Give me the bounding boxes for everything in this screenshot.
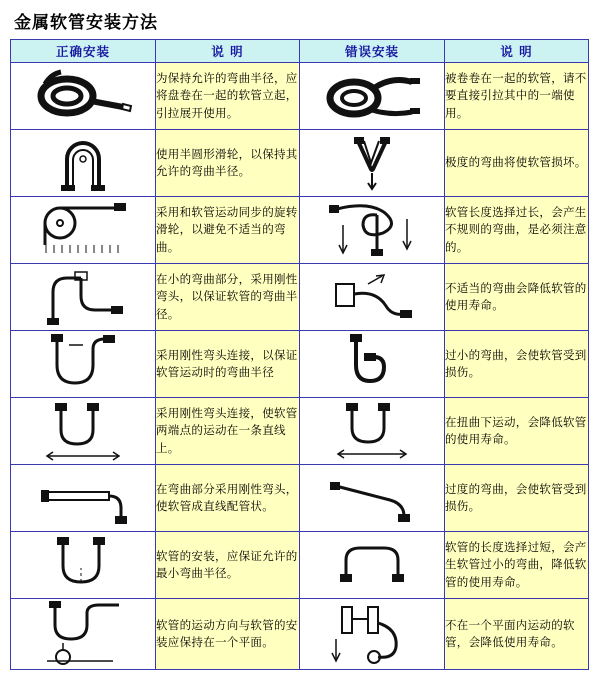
rigid-elbow-u-loop-icon [23, 331, 143, 397]
figure-wrong-twisted-hose-motion [300, 398, 445, 465]
figure-correct-rigid-elbow-u-loop [11, 331, 156, 398]
figure-wrong-short-length-bend [300, 532, 445, 599]
straight-piping-elbow-icon [23, 470, 143, 526]
rigid-elbow-small-bend-icon [23, 266, 143, 328]
header-correct-install: 正确安装 [11, 40, 156, 63]
desc-correct: 采用和软管运动同步的旋转滑轮，以避免不适当的弯曲。 [156, 197, 300, 264]
desc-wrong: 在扭曲下运动，会降低软管的使用寿命。 [445, 398, 589, 465]
desc-correct: 采用刚性弯头连接，使软管两端点的运动在一条直线上。 [156, 398, 300, 465]
desc-wrong: 不在一个平面内运动的软管，会降低使用寿命。 [445, 599, 589, 670]
table-row [11, 331, 589, 398]
same-plane-motion-icon [23, 599, 143, 669]
table-row [11, 130, 589, 197]
desc-correct: 使用半圆形滑轮，以保持其允许的弯曲半径。 [156, 130, 300, 197]
desc-wrong: 过度的弯曲，会使软管受到损伤。 [445, 465, 589, 532]
figure-wrong-improper-bend [300, 264, 445, 331]
desc-correct: 软管的安装，应保证允许的最小弯曲半径。 [156, 532, 300, 599]
semicircular-pulley-icon [23, 133, 143, 193]
desc-wrong: 极度的弯曲将使软管损坏。 [445, 130, 589, 197]
short-length-bend-icon [312, 534, 432, 596]
sharp-bend-hose-icon [312, 133, 432, 193]
table-row [11, 264, 589, 331]
header-wrong-desc: 说 明 [445, 40, 589, 63]
desc-wrong: 被卷卷在一起的软管，请不要直接引拉其中的一端使用。 [445, 63, 589, 130]
desc-correct: 软管的运动方向与软管的安装应保持在一个平面。 [156, 599, 300, 670]
figure-wrong-excessive-bend [300, 465, 445, 532]
long-loose-hose-icon [307, 199, 437, 261]
figure-correct-semicircular-pulley [11, 130, 156, 197]
straight-line-motion-icon [23, 400, 143, 462]
hose-installation-table [10, 39, 589, 670]
figure-wrong-long-loose-hose [300, 197, 445, 264]
twisted-hose-motion-icon [312, 400, 432, 462]
figure-correct-coiled-hose-flat [11, 63, 156, 130]
out-of-plane-motion-icon [312, 599, 432, 669]
desc-wrong: 过小的弯曲，会使软管受到损伤。 [445, 331, 589, 398]
header-wrong-install: 错误安装 [300, 40, 445, 63]
desc-correct: 在弯曲部分采用刚性弯头，使软管成直线配管状。 [156, 465, 300, 532]
table-row [11, 599, 589, 670]
figure-correct-same-plane-motion [11, 599, 156, 670]
rotating-pulley-chain-icon [18, 199, 148, 261]
page-title: 金属软管安装方法 [14, 13, 158, 33]
table-header-row [11, 40, 589, 63]
desc-correct: 采用刚性弯头连接，以保证软管运动时的弯曲半径 [156, 331, 300, 398]
improper-bend-icon [312, 266, 432, 328]
table-row [11, 465, 589, 532]
desc-wrong: 不适当的弯曲会降低软管的使用寿命。 [445, 264, 589, 331]
figure-correct-straight-line-motion [11, 398, 156, 465]
table-row [11, 532, 589, 599]
coiled-hose-flat-icon [23, 66, 143, 126]
table-row [11, 398, 589, 465]
desc-correct: 为保持允许的弯曲半径，应将盘卷在一起的软管立起，引拉展开使用。 [156, 63, 300, 130]
min-bend-radius-u-icon [23, 534, 143, 596]
figure-correct-straight-piping-elbow [11, 465, 156, 532]
table-row [11, 63, 589, 130]
desc-wrong: 软管的长度选择过短，会产生软管过小的弯曲，降低软管的使用寿命。 [445, 532, 589, 599]
coiled-hose-pulled-icon [312, 66, 432, 126]
figure-wrong-too-small-bend [300, 331, 445, 398]
excessive-bend-icon [312, 470, 432, 526]
figure-wrong-sharp-bend [300, 130, 445, 197]
figure-correct-rotating-pulley-chain [11, 197, 156, 264]
header-correct-desc: 说 明 [156, 40, 300, 63]
figure-correct-min-bend-radius-u [11, 532, 156, 599]
figure-wrong-coiled-hose-pulled [300, 63, 445, 130]
desc-wrong: 软管长度选择过长，会产生不规则的弯曲，是必须注意的。 [445, 197, 589, 264]
table-row [11, 197, 589, 264]
too-small-bend-icon [312, 331, 432, 397]
figure-wrong-out-of-plane-motion [300, 599, 445, 670]
figure-correct-rigid-elbow-small-bend [11, 264, 156, 331]
desc-correct: 在小的弯曲部分，采用刚性弯头，以保证软管的弯曲半径。 [156, 264, 300, 331]
